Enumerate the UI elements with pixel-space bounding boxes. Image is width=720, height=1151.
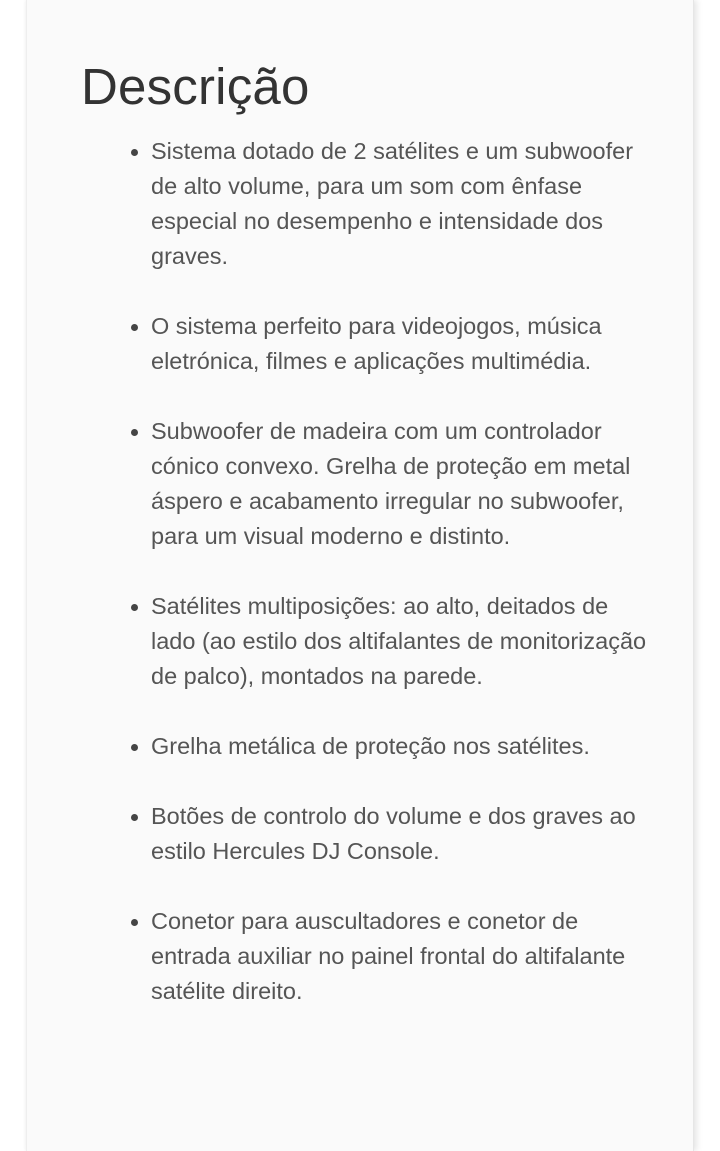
list-item-text: Subwoofer de madeira com um controlador cónico convexo. Grelha de proteção em metal áspero e acabamento irregular no subwoofer, para um visual moderno e distinto.	[151, 418, 631, 549]
list-item-text: Satélites multiposições: ao alto, deitados de lado (ao estilo dos altifalantes de monitorização de palco), montados na parede.	[151, 593, 647, 689]
bullet-dot-icon	[131, 429, 138, 436]
bullet-dot-icon	[131, 149, 138, 156]
list-item-text: O sistema perfeito para videojogos, música eletrónica, filmes e aplicações multimédia.	[151, 313, 602, 374]
list-item	[151, 414, 651, 554]
description-list	[151, 134, 651, 1044]
description-title: Descrição	[81, 58, 310, 115]
list-item	[151, 589, 651, 694]
list-item	[151, 799, 651, 869]
list-item	[151, 904, 651, 1009]
bullet-dot-icon	[131, 919, 138, 926]
description-card	[26, 0, 694, 1151]
bullet-dot-icon	[131, 814, 138, 821]
list-item	[151, 729, 651, 764]
list-item	[151, 309, 651, 379]
list-item-text: Botões de controlo do volume e dos graves ao estilo Hercules DJ Console.	[151, 803, 636, 864]
bullet-dot-icon	[131, 744, 138, 751]
bullet-dot-icon	[131, 324, 138, 331]
list-item	[151, 134, 651, 274]
list-item-text: Sistema dotado de 2 satélites e um subwoofer de alto volume, para um som com ênfase especial no desempenho e intensidade dos graves.	[151, 138, 634, 269]
list-item-text: Grelha metálica de proteção nos satélites.	[151, 733, 590, 759]
list-item-text: Conetor para auscultadores e conetor de entrada auxiliar no painel frontal do altifalante satélite direito.	[151, 908, 626, 1004]
bullet-dot-icon	[131, 604, 138, 611]
